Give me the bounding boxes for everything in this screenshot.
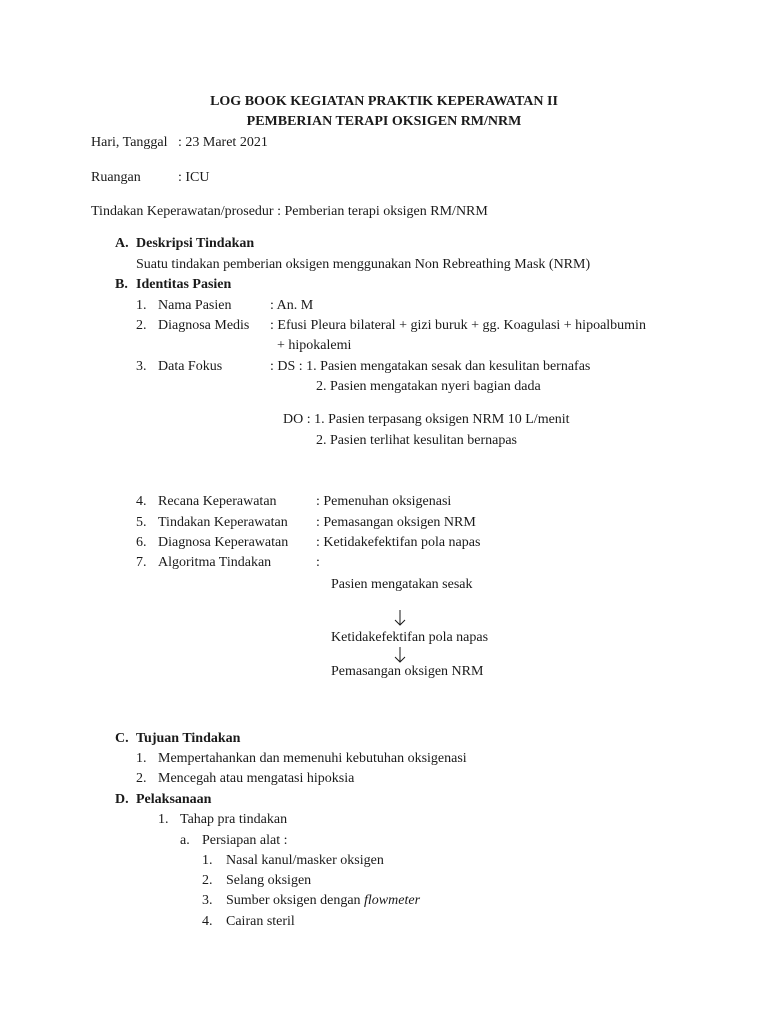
tool-num: 2. — [202, 873, 213, 888]
algo-step-3: Pemasangan oksigen NRM — [331, 664, 484, 679]
tool-text — [226, 892, 420, 910]
hari-value: : 23 Maret 2021 — [178, 135, 268, 150]
b-item-label: Diagnosa Keperawatan — [158, 535, 289, 550]
d-sub-marker: a. — [180, 833, 190, 848]
b-item-value: : An. M — [270, 298, 314, 313]
b-item-num: 1. — [136, 298, 147, 313]
d-step-text: Tahap pra tindakan — [180, 812, 288, 827]
section-c-marker: C. — [115, 731, 129, 746]
doc-title-line2: PEMBERIAN TERAPI OKSIGEN RM/NRM — [246, 114, 522, 129]
c-item-num: 2. — [136, 771, 147, 786]
b-item-num: 5. — [136, 515, 147, 530]
section-a-text: Suatu tindakan pemberian oksigen menggunakan Non Rebreathing Mask (NRM) — [136, 257, 591, 272]
arrow-down-icon — [394, 610, 406, 626]
b-item-label: Recana Keperawatan — [158, 494, 277, 509]
section-a-marker: A. — [115, 236, 129, 251]
doc-title-line1: LOG BOOK KEGIATAN PRAKTIK KEPERAWATAN II — [210, 94, 558, 109]
b-item-value: : Efusi Pleura bilateral + gizi buruk + gg. Koagulasi + hipoalbumin — [270, 318, 646, 333]
tool-text: Selang oksigen — [226, 873, 312, 888]
hari-label: Hari, Tanggal — [91, 135, 168, 150]
b-item-num: 7. — [136, 555, 147, 570]
b-item-value: : — [316, 555, 320, 570]
b-item-num: 6. — [136, 535, 147, 550]
b-item-value: : Pemenuhan oksigenasi — [316, 494, 452, 509]
tool-num: 1. — [202, 853, 213, 868]
ruangan-label: Ruangan — [91, 170, 141, 185]
b-item-value: : Pemasangan oksigen NRM — [316, 515, 476, 530]
d-step-num: 1. — [158, 812, 169, 827]
b-item-label: Nama Pasien — [158, 298, 232, 313]
section-a-heading: Deskripsi Tindakan — [136, 236, 255, 251]
tool-text-main: Sumber oksigen dengan — [226, 893, 365, 908]
section-b-heading: Identitas Pasien — [136, 277, 232, 292]
b-item-num: 3. — [136, 359, 147, 374]
b-item-value: : Ketidakefektifan pola napas — [316, 535, 481, 550]
do-line1: DO : 1. Pasien terpasang oksigen NRM 10 L/menit — [283, 412, 570, 427]
b-item-value-cont: + hipokalemi — [277, 338, 352, 353]
ds-line2: 2. Pasien mengatakan nyeri bagian dada — [316, 379, 541, 394]
algo-step-2: Ketidakefektifan pola napas — [331, 630, 489, 645]
tindakan-line: Tindakan Keperawatan/prosedur : Pemberian terapi oksigen RM/NRM — [91, 204, 488, 219]
do-line2: 2. Pasien terlihat kesulitan bernapas — [316, 433, 517, 448]
b-item-label: Tindakan Keperawatan — [158, 515, 288, 530]
tool-text: Nasal kanul/masker oksigen — [226, 853, 384, 868]
d-sub-text: Persiapan alat : — [202, 833, 288, 848]
b-item-value: : DS : 1. Pasien mengatakan sesak dan kesulitan bernafas — [270, 359, 591, 374]
algo-step-1: Pasien mengatakan sesak — [331, 577, 473, 592]
section-d-marker: D. — [115, 792, 129, 807]
b-item-label: Diagnosa Medis — [158, 318, 250, 333]
c-item-text: Mempertahankan dan memenuhi kebutuhan oksigenasi — [158, 751, 467, 766]
b-item-num: 2. — [136, 318, 147, 333]
tool-text-italic: flowmeter — [364, 893, 421, 908]
b-item-label: Algoritma Tindakan — [158, 555, 272, 570]
c-item-text: Mencegah atau mengatasi hipoksia — [158, 771, 355, 786]
section-c-heading: Tujuan Tindakan — [136, 731, 241, 746]
section-b-marker: B. — [115, 277, 128, 292]
tool-num: 4. — [202, 914, 213, 929]
tool-num: 3. — [202, 893, 213, 908]
b-item-label: Data Fokus — [158, 359, 223, 374]
b-item-num: 4. — [136, 494, 147, 509]
ruangan-value: : ICU — [178, 170, 210, 185]
arrow-down-icon — [394, 647, 406, 663]
tool-text: Cairan steril — [226, 914, 295, 929]
c-item-num: 1. — [136, 751, 147, 766]
section-d-heading: Pelaksanaan — [136, 792, 212, 807]
